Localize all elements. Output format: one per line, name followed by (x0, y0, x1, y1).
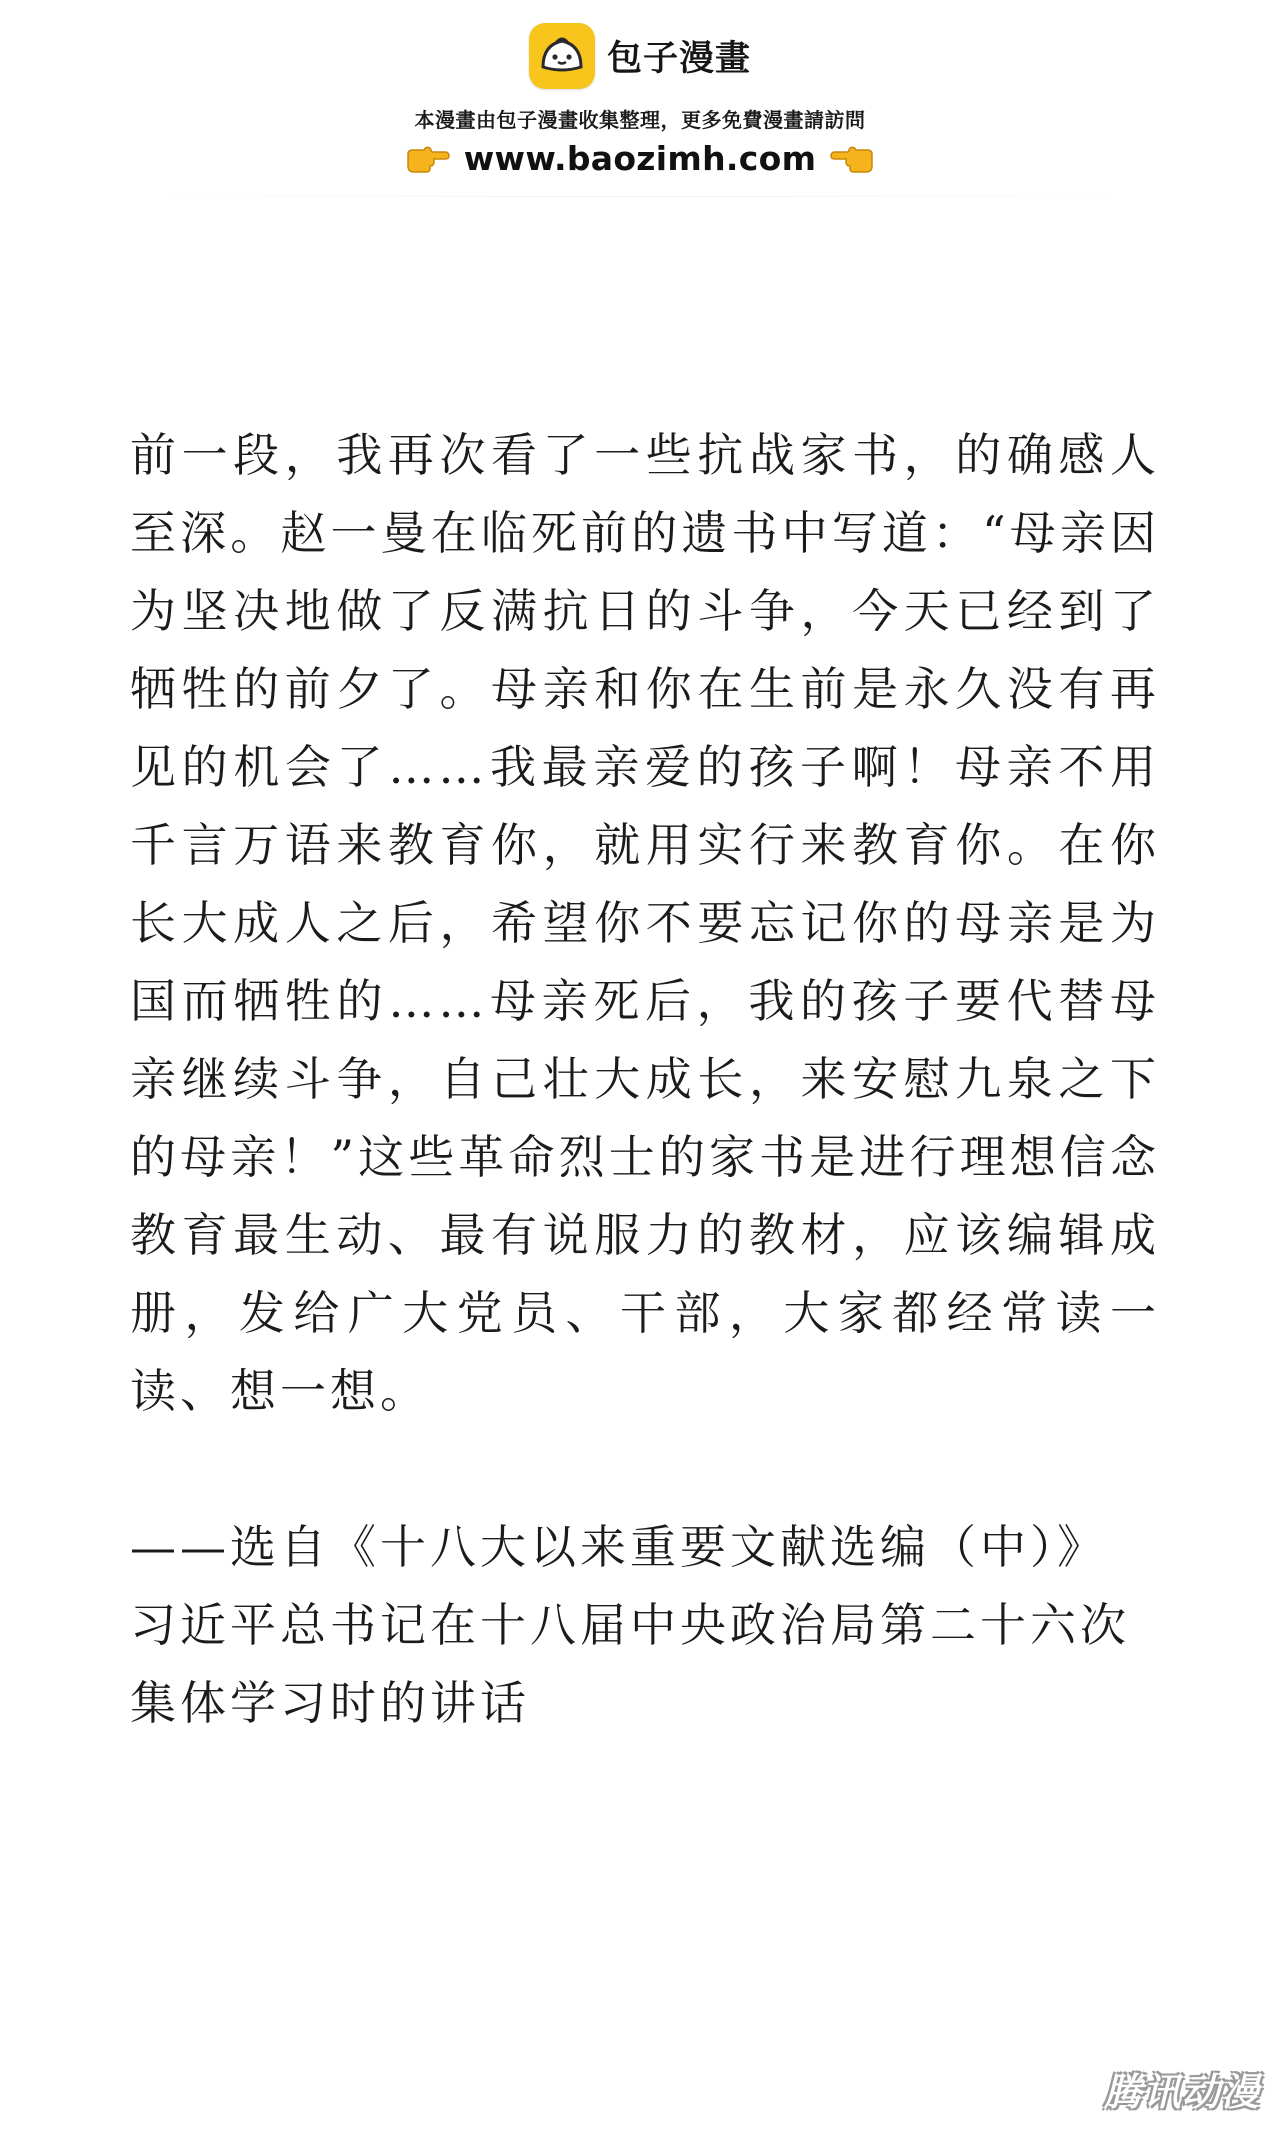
collection-notice: 本漫畫由包子漫畫收集整理，更多免費漫畫請訪問 (414, 108, 866, 132)
site-banner (0, 18, 1280, 178)
pointing-right-hand-icon (404, 144, 450, 174)
article-body: 前一段，我再次看了一些抗战家书，的确感人至深。赵一曼在临死前的遗书中写道：“母亲因为坚决地做了反满抗日的斗争，今天已经到了牺牲的前夕了。母亲和你在生前是永久没有再见的机会了……我最亲爱的孩子啊！母亲不用千言万语来教育你，就用实行来教育你。在你长大成人之后，希望你不要忘记你的母亲是为国而牺牲的……母亲死后，我的孩子要代替母亲继续斗争，自己壮大成长，来安慰九泉之下的母亲！”这些革命烈士的家书是进行理想信念教育最生动、最有说服力的教材，应该编辑成册，发给广大党员、干部，大家都经常读一读、想一想。 (130, 428, 1160, 1418)
site-url-link[interactable]: www.baozimh.com (463, 139, 817, 178)
brand-row (0, 18, 1280, 94)
source-citation (130, 1508, 1170, 1742)
source-line-1: ——选自《十八大以来重要文献选编（中）》 (130, 1520, 1107, 1574)
baozi-logo-icon[interactable] (529, 23, 595, 89)
source-line-3: 集体学习时的讲话 (130, 1676, 530, 1730)
tencent-comics-watermark: 腾讯动漫 (1103, 2070, 1260, 2114)
header-divider (60, 196, 1220, 197)
brand-name: 包子漫畫 (606, 39, 751, 79)
pointing-left-hand-icon (830, 144, 876, 174)
source-line-2: 习近平总书记在十八届中央政治局第二十六次 (130, 1598, 1130, 1652)
url-row (0, 139, 1280, 178)
